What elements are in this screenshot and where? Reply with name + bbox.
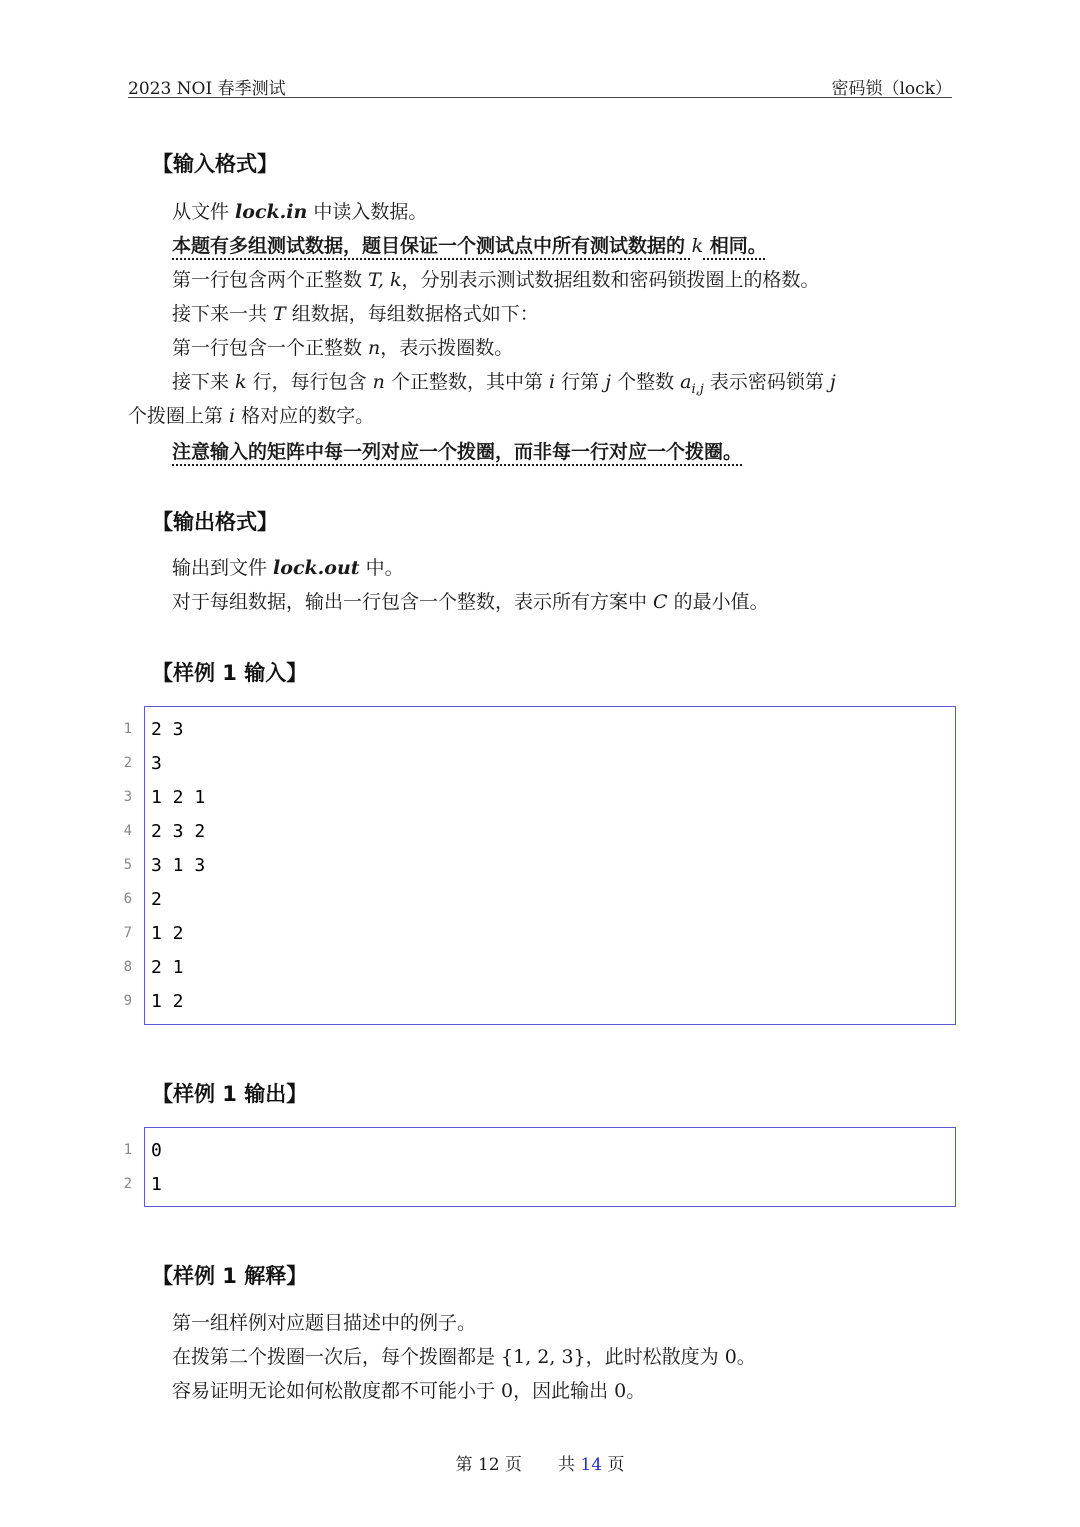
column-note: 注意输入的矩阵中每一列对应一个拨圈，而非每一行对应一个拨圈。 xyxy=(172,441,743,463)
input-n-desc: 第一行包含一个正整数 n，表示拨圈数。 xyxy=(172,337,514,359)
header-divider xyxy=(128,97,952,98)
code-line: 0 xyxy=(151,1140,162,1161)
input-file-line: 从文件 lock.in 中读入数据。 xyxy=(172,201,428,223)
page-footer: 第 12 页 共 14 页 xyxy=(455,1455,625,1475)
input-line-1-desc: 第一行包含两个正整数 T, k，分别表示测试数据组数和密码锁拨圈上的格数。 xyxy=(172,269,820,291)
line-number: 9 xyxy=(123,993,132,1009)
line-number: 3 xyxy=(123,789,132,805)
output-format-title: 【输出格式】 xyxy=(152,510,278,534)
code-line: 2 3 2 xyxy=(151,821,206,842)
code-line: 2 3 xyxy=(151,719,184,740)
total-pages-link[interactable]: 14 xyxy=(580,1455,603,1475)
sample-input-box xyxy=(144,706,956,1025)
sample-output-title: 【样例 1 输出】 xyxy=(152,1082,308,1106)
explanation-line-3: 容易证明无论如何松散度都不可能小于 0，因此输出 0。 xyxy=(172,1380,646,1402)
input-matrix-desc-cont: 个拨圈上第 i 格对应的数字。 xyxy=(128,405,375,427)
output-desc: 对于每组数据，输出一行包含一个整数，表示所有方案中 C 的最小值。 xyxy=(172,591,769,613)
input-matrix-desc: 接下来 k 行，每行包含 n 个正整数，其中第 i 行第 j 个整数 $a_{i,j}$ 表示密码锁第 j xyxy=(172,371,836,397)
code-line: 1 2 1 xyxy=(151,787,206,808)
code-line: 1 2 xyxy=(151,923,184,944)
input-filename: lock.in xyxy=(235,201,308,223)
code-line: 3 1 3 xyxy=(151,855,206,876)
line-number: 1 xyxy=(123,1142,132,1158)
code-line: 1 2 xyxy=(151,991,184,1012)
code-line: 2 1 xyxy=(151,957,184,978)
line-number: 8 xyxy=(123,959,132,975)
header-contest-title: 2023 NOI 春季测试 xyxy=(128,79,286,99)
current-page-number: 12 xyxy=(477,1455,500,1475)
header-problem-title: 密码锁（lock） xyxy=(831,79,952,99)
explanation-line-1: 第一组样例对应题目描述中的例子。 xyxy=(172,1312,477,1334)
line-number: 4 xyxy=(123,823,132,839)
input-format-title: 【输入格式】 xyxy=(152,152,278,176)
code-line: 1 xyxy=(151,1174,162,1195)
sample-explanation-title: 【样例 1 解释】 xyxy=(152,1264,308,1288)
line-number: 1 xyxy=(123,721,132,737)
line-number: 7 xyxy=(123,925,132,941)
output-filename: lock.out xyxy=(273,557,360,579)
line-number: 2 xyxy=(123,1176,132,1192)
line-number: 2 xyxy=(123,755,132,771)
code-line: 2 xyxy=(151,889,162,910)
code-line: 3 xyxy=(151,753,162,774)
sample-input-title: 【样例 1 输入】 xyxy=(152,661,308,685)
multi-test-note: 本题有多组测试数据，题目保证一个测试点中所有测试数据的 k 相同。 xyxy=(172,235,767,257)
explanation-line-2: 在拨第二个拨圈一次后，每个拨圈都是 {1, 2, 3}，此时松散度为 0。 xyxy=(172,1346,756,1368)
sample-output-box xyxy=(144,1127,956,1207)
line-number: 6 xyxy=(123,891,132,907)
input-groups-desc: 接下来一共 T 组数据，每组数据格式如下： xyxy=(172,303,539,325)
output-file-line: 输出到文件 lock.out 中。 xyxy=(172,557,404,579)
line-number: 5 xyxy=(123,857,132,873)
